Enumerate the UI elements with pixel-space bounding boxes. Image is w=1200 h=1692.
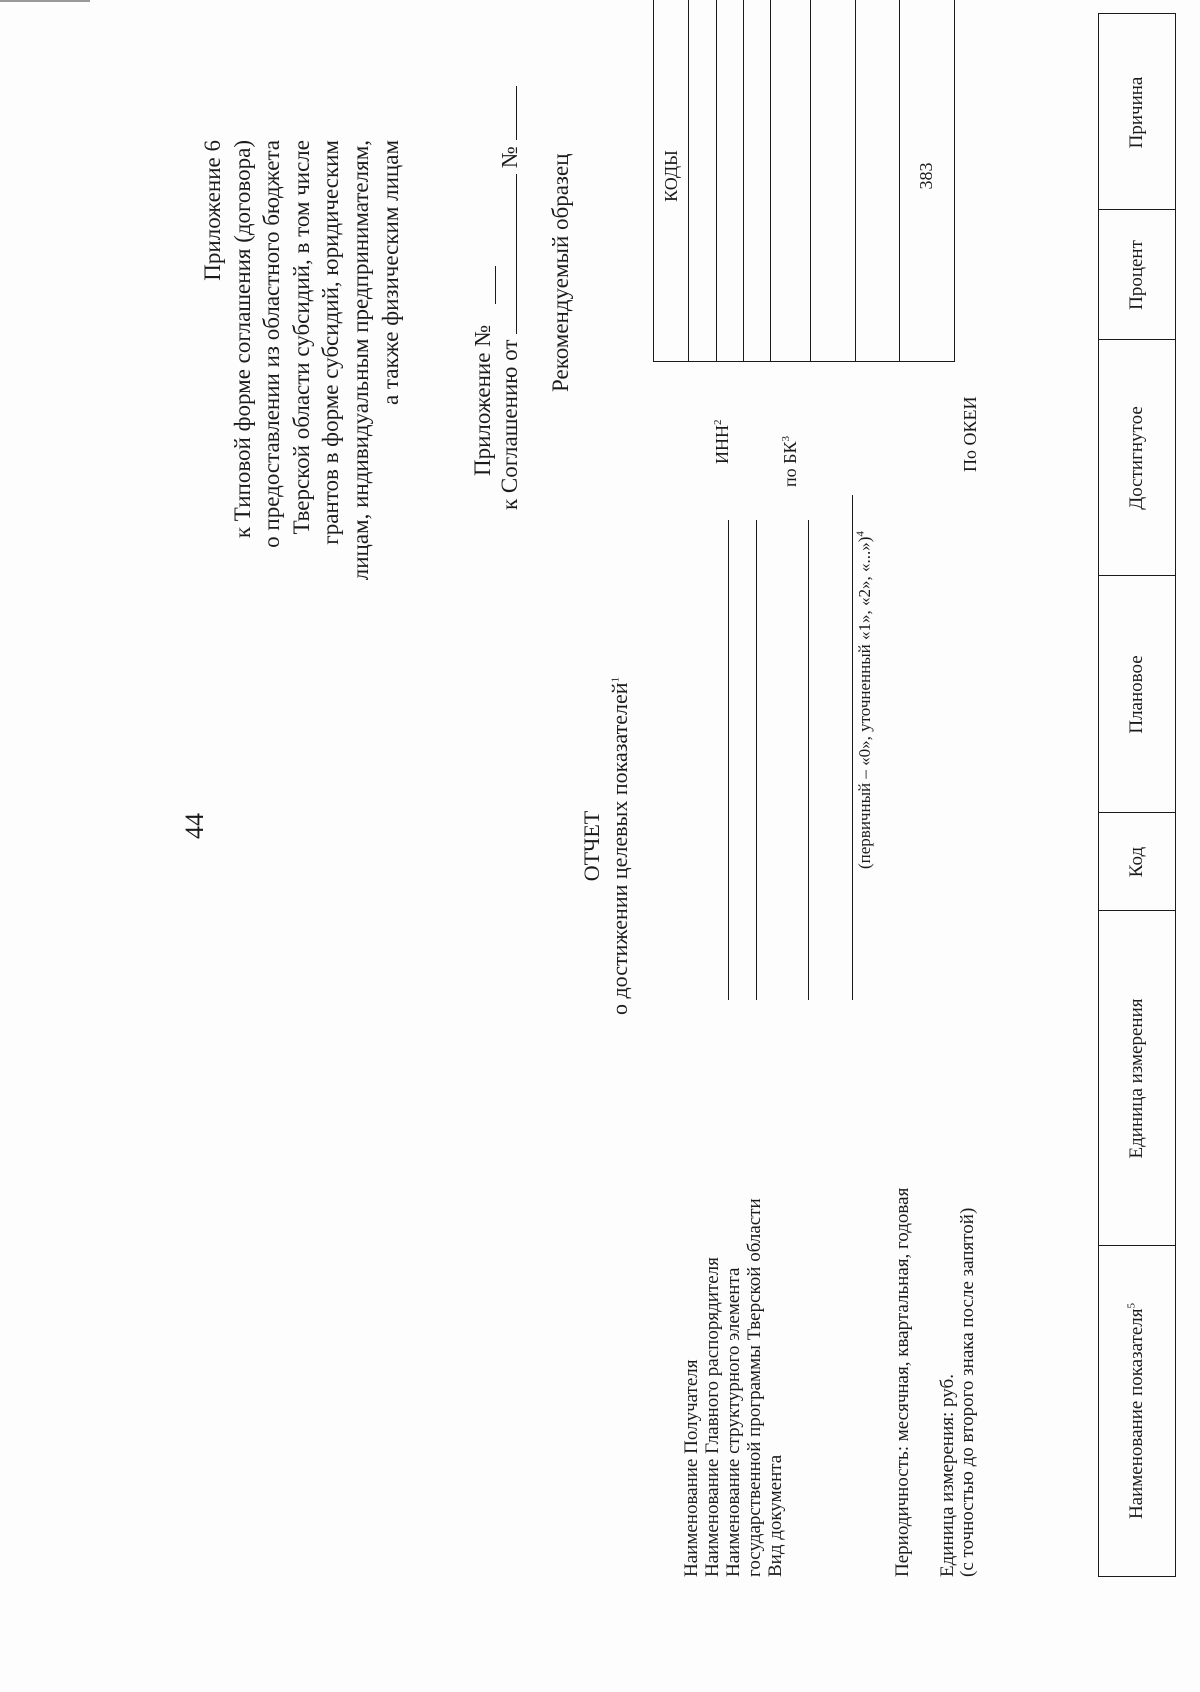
appendix-line: лицам, индивидуальным предпринимателям, bbox=[347, 140, 373, 581]
doc-type-label: Вид документа bbox=[765, 1454, 786, 1577]
indicators-table bbox=[1098, 13, 1176, 1577]
agreement-ref bbox=[497, 86, 523, 510]
agreement-no-label: № bbox=[497, 146, 522, 169]
col-header-planned: Плановое bbox=[1099, 575, 1175, 813]
codes-row-inn[interactable] bbox=[743, 0, 771, 361]
report-title-block bbox=[578, 0, 634, 1692]
unit-precision-label: (с точностью до второго знака после запятой) bbox=[957, 1207, 978, 1577]
footnote-ref: 3 bbox=[780, 436, 792, 442]
codes-header: КОДЫ bbox=[654, 0, 689, 361]
agreement-appendix-no-line bbox=[495, 266, 496, 304]
appendix-line: Тверской области субсидий, в том числе bbox=[288, 140, 314, 535]
codes-row[interactable] bbox=[716, 0, 744, 361]
agreement-from-label: к Соглашению от bbox=[497, 339, 522, 510]
report-subtitle: о достижении целевых показателей$^1$ bbox=[607, 677, 632, 1016]
footnote-ref: 2 bbox=[712, 419, 724, 425]
col-header-unit: Единица измерения bbox=[1099, 910, 1175, 1246]
col-header-code: Код bbox=[1099, 812, 1175, 911]
footnote-ref: 5 bbox=[1125, 1302, 1138, 1309]
codes-box bbox=[653, 0, 955, 362]
appendix-line: грантов в форме субсидий, юридическим bbox=[318, 140, 344, 545]
structural-element-field[interactable] bbox=[808, 520, 809, 1000]
agreement-date-line bbox=[516, 174, 517, 334]
okei-code-value: 383 bbox=[916, 162, 936, 190]
recipient-field[interactable] bbox=[728, 520, 729, 1000]
codes-row-doc-type[interactable] bbox=[855, 0, 900, 361]
col-header-indicator: Наименование показателя$^5$ bbox=[1099, 1245, 1175, 1576]
codes-row-okei bbox=[899, 0, 953, 361]
footnote-ref: 1 bbox=[609, 677, 622, 683]
page-number: 44 bbox=[180, 813, 209, 839]
col-header-reason: Причина bbox=[1126, 76, 1147, 149]
structural-element-label-cont: государственной программы Тверской области bbox=[744, 1198, 765, 1577]
recommended-sample: Рекомендуемый образец bbox=[548, 153, 573, 392]
recipient-label: Наименование Получателя bbox=[681, 1359, 702, 1577]
appendix-title: Приложение 6 bbox=[200, 140, 225, 281]
codes-row[interactable] bbox=[688, 0, 717, 361]
appendix-line: о предоставлении из областного бюджета bbox=[259, 140, 285, 548]
appendix-line: а также физическим лицам bbox=[377, 140, 403, 406]
codes-row-bk[interactable] bbox=[810, 0, 856, 361]
report-title: ОТЧЕТ bbox=[579, 810, 604, 882]
main-manager-field[interactable] bbox=[756, 520, 757, 1000]
codes-row[interactable] bbox=[770, 0, 811, 361]
col-header-achieved: Достигнутое bbox=[1099, 339, 1175, 576]
structural-element-label: Наименование структурного элемента bbox=[723, 1267, 744, 1577]
okei-label: По ОКЕИ bbox=[960, 396, 980, 472]
periodicity-label: Периодичность: месячная, квартальная, годовая bbox=[892, 1187, 913, 1577]
unit-label: Единица измерения: руб. bbox=[937, 1374, 958, 1577]
main-manager-label: Наименование Главного распорядителя bbox=[702, 1257, 723, 1577]
agreement-no-line bbox=[516, 86, 517, 140]
bk-label: по $БК^3$ bbox=[780, 436, 800, 487]
inn-label: ИНН$^2$ bbox=[712, 419, 732, 464]
agreement-appendix-label: Приложение № bbox=[470, 324, 495, 476]
doc-type-field[interactable] bbox=[852, 495, 853, 1000]
appendix-line: к Типовой форме соглашения (договора) bbox=[229, 140, 255, 539]
footnote-ref: 4 bbox=[854, 531, 867, 537]
doc-type-hint: (первичный – «0», уточненный «1», «2», «...»)$^4$ bbox=[854, 531, 874, 869]
agreement-appendix-no bbox=[470, 325, 496, 476]
appendix-block bbox=[198, 140, 405, 1020]
col-header-percent: Процент bbox=[1099, 209, 1175, 340]
